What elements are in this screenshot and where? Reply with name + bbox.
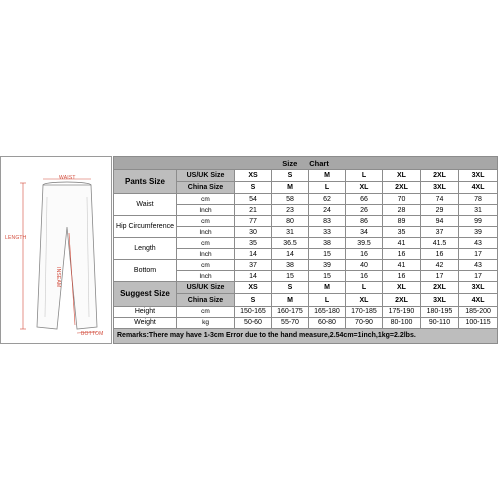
value-cell: 37 (235, 260, 272, 271)
value-cell: 86 (346, 216, 383, 227)
value-cell: 39 (309, 260, 346, 271)
value-cell: 21 (235, 205, 272, 216)
value-cell: 42 (421, 260, 459, 271)
value-cell: 15 (272, 271, 309, 282)
value-cell: 16 (346, 249, 383, 260)
value-cell: 89 (383, 216, 421, 227)
weight-cell: 60-80 (309, 317, 346, 328)
bottom-annotation: BOTTOM (81, 331, 104, 337)
china-size-cell: S (235, 182, 272, 194)
value-cell: 28 (383, 205, 421, 216)
pants-size-label: Pants Size (114, 170, 177, 194)
unit-cm: cm (177, 260, 235, 271)
height-cell: 160-175 (272, 306, 309, 317)
value-cell: 43 (459, 238, 498, 249)
unit-cm: cm (177, 194, 235, 205)
china-size-label: China Size (177, 294, 235, 306)
value-cell: 23 (272, 205, 309, 216)
pants-measurement-diagram (0, 156, 112, 344)
value-cell: 74 (421, 194, 459, 205)
value-cell: 41 (383, 238, 421, 249)
waist-annotation: WAIST (59, 175, 76, 181)
value-cell: 14 (235, 249, 272, 260)
us-size-cell: M (309, 170, 346, 182)
unit-cm: cm (177, 216, 235, 227)
weight-cell: 50-60 (235, 317, 272, 328)
us-size-cell: 2XL (421, 170, 459, 182)
china-size-cell: 4XL (459, 182, 498, 194)
unit-inch: Inch (177, 205, 235, 216)
china-size-cell: 3XL (421, 294, 459, 306)
value-cell: 16 (346, 271, 383, 282)
size-chart-table (113, 156, 498, 344)
value-cell: 16 (383, 271, 421, 282)
china-size-cell: XL (346, 182, 383, 194)
height-cell: 150-165 (235, 306, 272, 317)
china-size-cell: S (235, 294, 272, 306)
value-cell: 16 (383, 249, 421, 260)
value-cell: 33 (309, 227, 346, 238)
waist-label: Waist (114, 194, 177, 216)
value-cell: 14 (272, 249, 309, 260)
value-cell: 30 (235, 227, 272, 238)
china-size-cell: XL (346, 294, 383, 306)
height-cell: 170-185 (346, 306, 383, 317)
value-cell: 17 (459, 249, 498, 260)
value-cell: 39 (459, 227, 498, 238)
length-label: Length (114, 238, 177, 260)
us-uk-size-label: US/UK Size (177, 282, 235, 294)
us-size-cell: 3XL (459, 282, 498, 294)
height-unit: cm (177, 306, 235, 317)
china-size-cell: M (272, 294, 309, 306)
length-annotation: LENGTH (5, 235, 27, 241)
us-size-cell: L (346, 282, 383, 294)
us-uk-size-label: US/UK Size (177, 170, 235, 182)
value-cell: 54 (235, 194, 272, 205)
value-cell: 40 (346, 260, 383, 271)
value-cell: 62 (309, 194, 346, 205)
us-size-cell: XL (383, 282, 421, 294)
chart-title-size: Size (282, 158, 298, 168)
value-cell: 16 (421, 249, 459, 260)
us-size-cell: XL (383, 170, 421, 182)
china-size-cell: 4XL (459, 294, 498, 306)
value-cell: 15 (309, 249, 346, 260)
us-size-cell: M (309, 282, 346, 294)
weight-cell: 80-100 (383, 317, 421, 328)
china-size-cell: L (309, 182, 346, 194)
chart-title (114, 157, 498, 170)
us-size-cell: L (346, 170, 383, 182)
value-cell: 24 (309, 205, 346, 216)
pants-outline-illustration (1, 157, 113, 345)
weight-unit: kg (177, 317, 235, 328)
china-size-cell: M (272, 182, 309, 194)
hip-circumference-label: Hip Circumference (114, 216, 177, 238)
value-cell: 34 (346, 227, 383, 238)
value-cell: 31 (459, 205, 498, 216)
value-cell: 66 (346, 194, 383, 205)
value-cell: 94 (421, 216, 459, 227)
china-size-label: China Size (177, 182, 235, 194)
us-size-cell: 3XL (459, 170, 498, 182)
chart-title-chart: Chart (309, 158, 329, 168)
us-size-cell: S (272, 170, 309, 182)
remarks-note: Remarks:There may have 1-3cm Error due to the hand measure,2.54cm=1inch,1kg=2.2lbs. (114, 328, 498, 343)
value-cell: 29 (421, 205, 459, 216)
bottom-label: Bottom (114, 260, 177, 282)
inseam-annotation: INSEAM (55, 267, 61, 288)
value-cell: 37 (421, 227, 459, 238)
us-size-cell: 2XL (421, 282, 459, 294)
us-size-cell: XS (235, 170, 272, 182)
value-cell: 41.5 (421, 238, 459, 249)
us-size-cell: XS (235, 282, 272, 294)
value-cell: 80 (272, 216, 309, 227)
unit-inch: Inch (177, 227, 235, 238)
value-cell: 26 (346, 205, 383, 216)
china-size-cell: L (309, 294, 346, 306)
value-cell: 14 (235, 271, 272, 282)
unit-cm: cm (177, 238, 235, 249)
value-cell: 17 (459, 271, 498, 282)
value-cell: 39.5 (346, 238, 383, 249)
suggest-size-label: Suggest Size (114, 282, 177, 306)
height-cell: 185-200 (459, 306, 498, 317)
value-cell: 35 (383, 227, 421, 238)
value-cell: 70 (383, 194, 421, 205)
value-cell: 36.5 (272, 238, 309, 249)
value-cell: 38 (272, 260, 309, 271)
weight-cell: 100-115 (459, 317, 498, 328)
weight-cell: 55-70 (272, 317, 309, 328)
height-cell: 180-195 (421, 306, 459, 317)
height-label: Height (114, 306, 177, 317)
value-cell: 83 (309, 216, 346, 227)
value-cell: 43 (459, 260, 498, 271)
us-size-cell: S (272, 282, 309, 294)
value-cell: 99 (459, 216, 498, 227)
value-cell: 17 (421, 271, 459, 282)
value-cell: 38 (309, 238, 346, 249)
weight-label: Weight (114, 317, 177, 328)
weight-cell: 70-90 (346, 317, 383, 328)
unit-inch: Inch (177, 271, 235, 282)
value-cell: 35 (235, 238, 272, 249)
weight-cell: 90-110 (421, 317, 459, 328)
value-cell: 41 (383, 260, 421, 271)
value-cell: 78 (459, 194, 498, 205)
china-size-cell: 2XL (383, 294, 421, 306)
china-size-cell: 2XL (383, 182, 421, 194)
value-cell: 31 (272, 227, 309, 238)
height-cell: 165-180 (309, 306, 346, 317)
unit-inch: Inch (177, 249, 235, 260)
china-size-cell: 3XL (421, 182, 459, 194)
value-cell: 58 (272, 194, 309, 205)
value-cell: 77 (235, 216, 272, 227)
height-cell: 175-190 (383, 306, 421, 317)
value-cell: 15 (309, 271, 346, 282)
